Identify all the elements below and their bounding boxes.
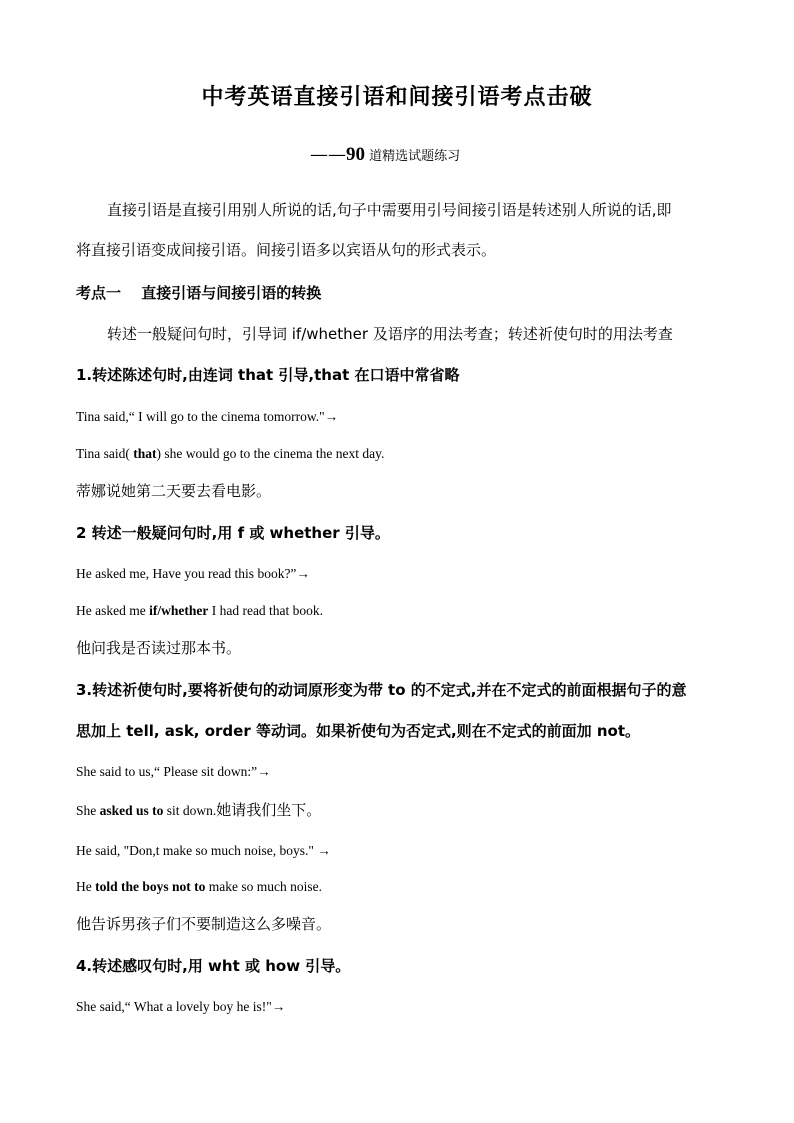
rule3-example2-indirect [76,880,322,894]
rule1-translation: 蒂娜说她第二天要去看电影。 [76,482,272,500]
rule2-translation: 他问我是否读过那本书。 [76,639,242,657]
intro-paragraph-line2: 将直接引语变成间接引语。间接引语多以宾语从句的形式表示。 [76,241,497,259]
rule2-heading: 2 转述一般疑问句时,用 f 或 whether 引导。 [76,524,390,542]
subtitle-text: 道精选试题练习 [365,149,461,164]
rule1-heading: 1.转述陈述句时,由连词 that 引导,that 在口语中常省略 [76,366,460,384]
rule2-indirect-pre: He asked me [76,603,150,618]
page-title: 中考英语直接引语和间接引语考点击破 [201,85,593,110]
rule4-example-direct: She said,“ What a lovely boy he is!"→ [76,999,286,1014]
subtitle-dash: —— [310,144,346,165]
rule2-example-indirect [76,604,323,618]
rule3-heading-line2: 思加上 tell, ask, order 等动词。如果祈使句为否定式,则在不定式的前面加 not。 [76,722,641,740]
rule1-indirect-bold: that [133,446,157,461]
rule1-example-direct: Tina said,“ I will go to the cinema tomorrow."→ [76,409,339,424]
rule3-ex2-indirect-bold: told the boys not to [95,879,206,894]
rule3-ex2-indirect-post: make so much noise. [205,879,322,894]
rule3-ex1-indirect-bold: asked us to [99,803,164,818]
page-subtitle [310,145,460,164]
rule3-example2-direct: He said, "Don,t make so much noise, boys." → [76,843,331,858]
rule3-example1-indirect [76,803,321,818]
rule1-example-indirect [76,447,384,461]
rule3-heading-line1: 3.转述祈使句时,要将祈使句的动词原形变为带 to 的不定式,并在不定式的前面根据句子的意 [76,681,687,699]
rule3-example1-direct: She said to us,“ Please sit down:”→ [76,764,271,779]
rule2-example-direct: He asked me, Have you read this book?”→ [76,566,310,581]
rule4-heading: 4.转述感叹句时,用 wht 或 how 引导。 [76,957,351,975]
rule1-indirect-pre: Tina said( [76,446,134,461]
section1-description: 转述一般疑问句时，引导词 if/whether 及语序的用法考查；转述祈使句时的用法考查 [107,325,673,343]
rule2-indirect-post: I had read that book. [208,603,324,618]
intro-paragraph-line1: 直接引语是直接引用别人所说的话,句子中需要用引号间接引语是转述别人所说的话,即 [107,201,672,219]
rule2-indirect-bold: if/whether [149,603,209,618]
subtitle-number: 90 [346,144,365,165]
section1-heading: 考点一 直接引语与间接引语的转换 [76,284,322,302]
rule3-ex1-indirect-post: sit down. [163,803,217,818]
rule3-ex1-indirect-pre: She [76,803,100,818]
rule1-indirect-post: ) she would go to the cinema the next day. [156,446,385,461]
rule3-example2-translation: 他告诉男孩子们不要制造这么多噪音。 [76,915,332,933]
rule3-ex1-translation: 她请我们坐下。 [216,801,322,819]
rule3-ex2-indirect-pre: He [76,879,96,894]
